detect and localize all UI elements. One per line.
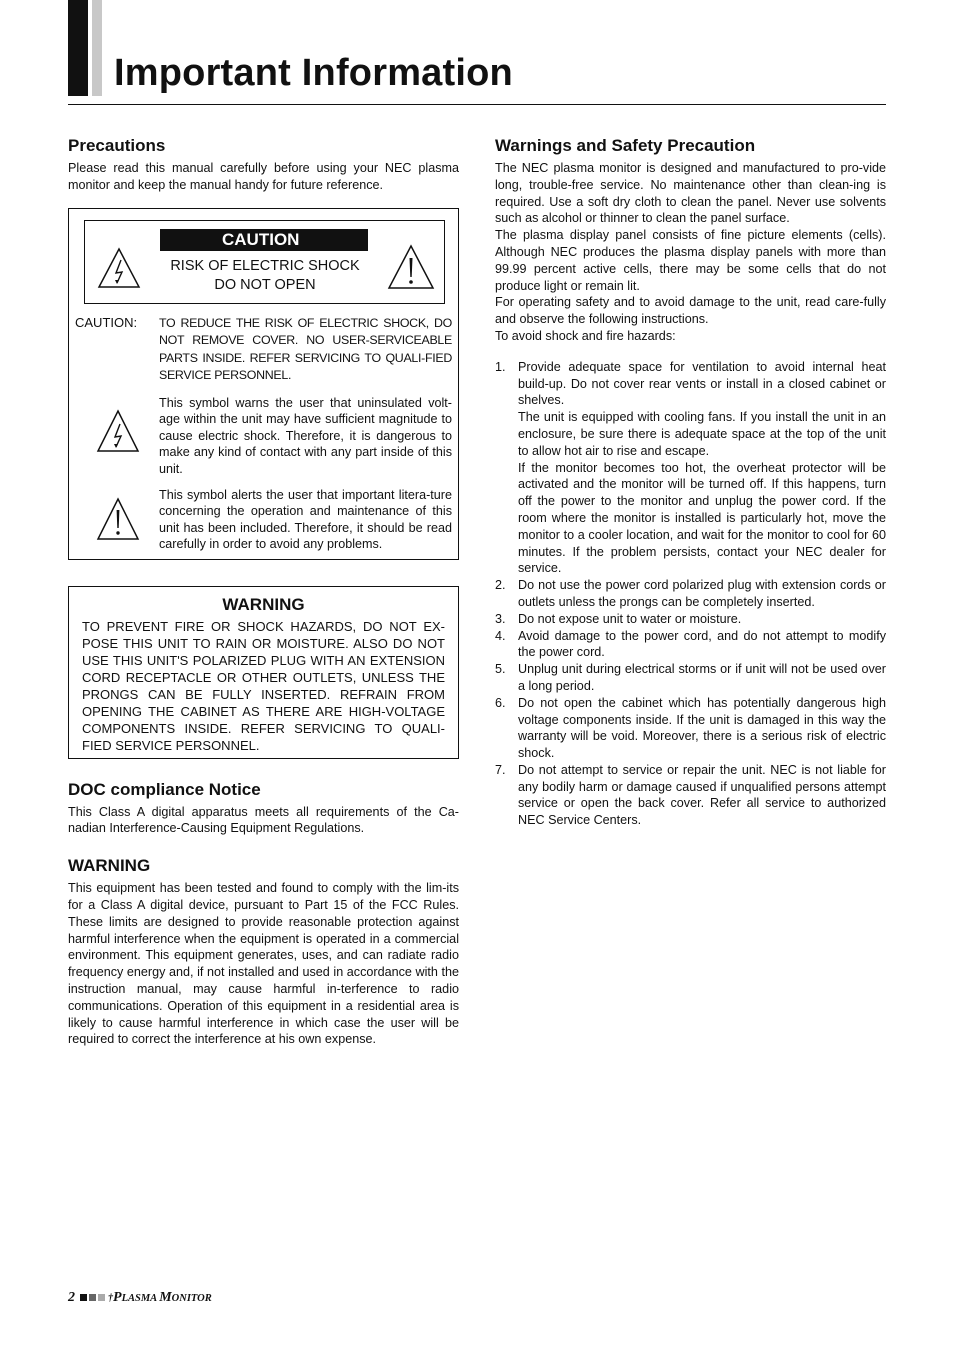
- list-item: [495, 695, 886, 762]
- list-item-number: 5.: [495, 662, 506, 677]
- list-item: [495, 628, 886, 662]
- lightning-warning-icon: [97, 247, 141, 289]
- list-item-extra: The unit is equipped with cooling fans. If you install the unit in an enclosure, be sure there is adequate space at the top of the unit to allow hot air to rise and escape.: [518, 410, 886, 458]
- list-item: [495, 611, 886, 628]
- safety-list: [495, 359, 886, 829]
- doc-notice-heading: DOC compliance Notice: [68, 779, 261, 799]
- exclamation-symbol-icon: [96, 497, 140, 541]
- footer-rest-lasma: LASMA: [121, 1293, 160, 1304]
- header-bar-dark: [68, 0, 88, 96]
- precautions-heading: Precautions: [68, 136, 166, 155]
- safety-para-4: To avoid shock and fire hazards:: [495, 328, 676, 343]
- list-item-text: Do not use the power cord polarized plug with extension cords or outlets unless the prongs can be completely inserted.: [518, 578, 886, 609]
- caution-label: [160, 229, 368, 251]
- footer-cap-p: P: [113, 1290, 122, 1305]
- safety-para-3: For operating safety and to avoid damage to the unit, read care-fully and observe the following instructions.: [495, 295, 886, 327]
- list-item-text: Do not attempt to service or repair the unit. NEC is not liable for any bodily harm or damage caused if unqualified persons attempt service or open the back cover. Refer all service to authorized NEC Service Centers.: [518, 762, 886, 828]
- footer-cap-m: M: [159, 1290, 172, 1305]
- lightning-symbol-icon: [96, 409, 140, 453]
- header-divider: [68, 104, 886, 105]
- caution-box: [68, 208, 459, 560]
- warning-box: [68, 586, 459, 759]
- list-item-text: Avoid damage to the power cord, and do not attempt to modify the power cord.: [518, 628, 886, 660]
- risk-line-1: RISK OF ELECTRIC SHOCK: [170, 257, 360, 274]
- lightning-symbol-text: This symbol warns the user that uninsulated volt-age within the unit may have sufficient magnitude to cause electric shock. Therefore, it is dangerous to make any kind of contact with any part inside of this unit.: [159, 395, 452, 476]
- list-item-number: 4.: [495, 628, 506, 643]
- fcc-warning-text: This equipment has been tested and found to comply with the lim-its for a Class A digital device, pursuant to Part 15 of the FCC Rules. These limits are designed to provide reasonable protection against harmful interference when the equipment is operated in a commercial environment. This equipment generates, uses, and can radiate radio frequency energy and, if not installed and used in accordance with the instruction manual, may cause harmful in-terference to radio communications. Operation of this equipment in a residential area is likely to cause harmful interference in which case the user will be required to correct the interference at his own expense.: [68, 881, 459, 1047]
- list-item: [495, 762, 886, 829]
- footer-product-name: [113, 1290, 212, 1305]
- caution-label-box: [84, 220, 445, 304]
- caution-text: TO REDUCE THE RISK OF ELECTRIC SHOCK, DO NOT REMOVE COVER. NO USER-SERVICEABLE PARTS INSIDE. REFER SERVICING TO QUALI-FIED SERVICE PERSONNEL.: [159, 315, 452, 383]
- footer-rest-onitor: ONITOR: [171, 1293, 212, 1304]
- safety-para-2: The plasma display panel consists of fine picture elements (cells). Although NEC produces the plasma display panels with more than 99.99 percent active cells, there may be some cells that do not produce light or remain lit.: [495, 228, 886, 293]
- risk-line-2: DO NOT OPEN: [214, 276, 316, 293]
- caution-label-text: CAUTION: [222, 229, 300, 249]
- page-number: 2: [68, 1290, 75, 1305]
- list-item-text: Do not expose unit to water or moisture.: [518, 611, 742, 626]
- list-item-number: 2.: [495, 578, 506, 593]
- caution-word: CAUTION:: [75, 314, 138, 330]
- list-item: [495, 661, 886, 695]
- list-item-number: 1.: [495, 359, 506, 374]
- list-item-number: 7.: [495, 762, 506, 777]
- footer-marker: †: [108, 1293, 113, 1304]
- list-item: [495, 359, 886, 577]
- risk-of-shock-text: [145, 257, 385, 295]
- doc-notice-text: This Class A digital apparatus meets all requirements of the Ca-nadian Interference-Causing Equipment Regulations.: [68, 804, 459, 836]
- exclamation-symbol-text: This symbol alerts the user that important litera-ture concerning the operation and maintenance of this unit has been included. Therefore, it should be read carefully in order to avoid any problems.: [159, 487, 452, 552]
- right-column: [495, 136, 886, 829]
- page-title: Important Information: [114, 52, 513, 94]
- list-item-text: Provide adequate space for ventilation to avoid internal heat build-up. Do not cover rear vents or install in a closed cabinet or shelves.: [518, 359, 886, 408]
- list-item-text: Do not open the cabinet which has potentially dangerous high voltage components inside. If the unit is damaged in this way the warranty will be void. Moreover, there is a serious risk of electric shock.: [518, 695, 886, 761]
- left-column: [68, 136, 459, 1048]
- list-item-number: 3.: [495, 611, 506, 626]
- footer-square-dark: [80, 1294, 87, 1301]
- footer-square-light: [98, 1294, 105, 1301]
- safety-heading: Warnings and Safety Precaution: [495, 136, 756, 155]
- list-item-extra: If the monitor becomes too hot, the overheat protector will be activated and the monitor will be turned off. If this happens, turn off the power to the monitor and unplug the power cord. If the room where the monitor is installed is particularly hot, move the monitor to a cooler location, and wait for the monitor to cool for 60 minutes. If the problem persists, contact your NEC dealer for service.: [518, 460, 886, 576]
- exclamation-warning-icon: [387, 244, 435, 290]
- page-footer: [68, 1290, 212, 1306]
- safety-para-1: The NEC plasma monitor is designed and manufactured to pro-vide long, trouble-free service. No maintenance other than clean-ing is required. Use a soft dry cloth to clean the panel. Never use solvents such as alcohol or thinner to clean the panel surface.: [495, 161, 886, 226]
- list-item-text: Unplug unit during electrical storms or if unit will not be used over a long period.: [518, 662, 886, 693]
- warning-box-title: WARNING: [222, 594, 305, 614]
- fcc-warning-heading: WARNING: [68, 856, 151, 876]
- warning-box-text: TO PREVENT FIRE OR SHOCK HAZARDS, DO NOT EX-POSE THIS UNIT TO RAIN OR MOISTURE. ALSO DO NOT USE THIS UNIT'S POLARIZED PLUG WITH AN EXTENSION CORD RECEPTACLE OR OTHER OUTLETS, UNLESS THE PRONGS CAN BE FULLY INSERTED. REFRAIN FROM OPENING THE CABINET AS THERE ARE HIGH-VOLTAGE COMPONENTS INSIDE. REFER SERVICING TO QUALI-FIED SERVICE PERSONNEL.: [82, 618, 445, 753]
- precautions-text: Please read this manual carefully before using your NEC plasma monitor and keep the manual handy for future reference.: [68, 161, 459, 192]
- footer-square-mid: [89, 1294, 96, 1301]
- header-bar-light: [92, 0, 102, 96]
- list-item: [495, 577, 886, 611]
- list-item-number: 6.: [495, 695, 506, 710]
